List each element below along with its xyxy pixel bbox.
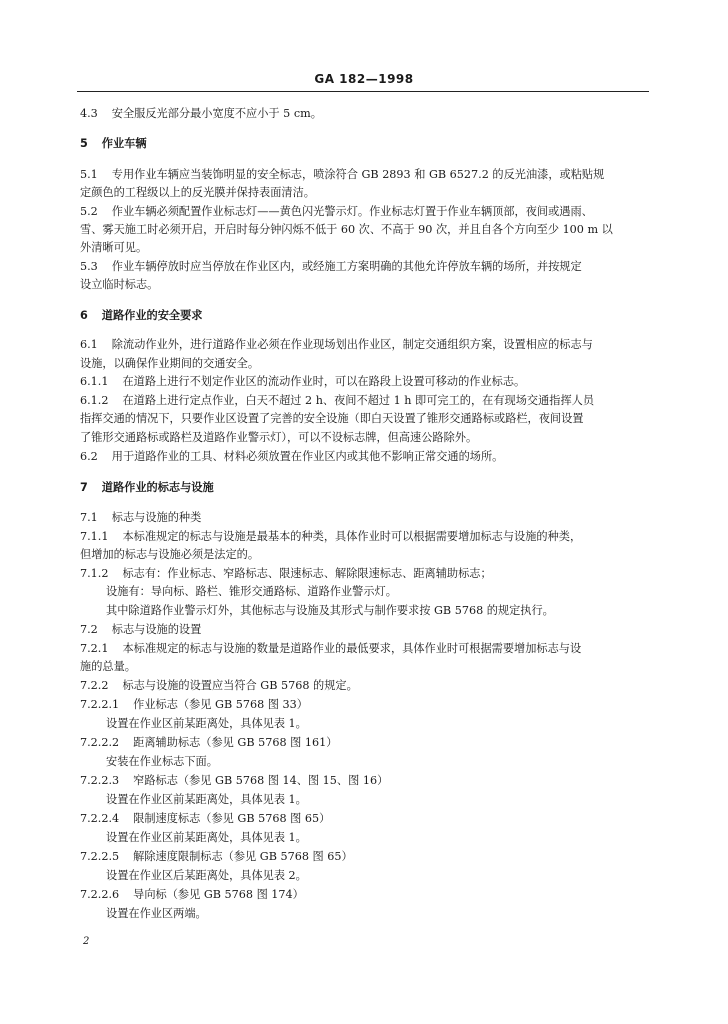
clause-number: 5.2 (80, 205, 98, 218)
clause-text: 雪、雾天施工时必须开启，开启时每分钟闪烁不低于 60 次、不高于 90 次，并且自各个方向至少 100 m 以 (80, 223, 613, 236)
clause-number: 7.2.2.5 (80, 850, 120, 863)
clause-text: 设置在作业区两端。 (106, 907, 207, 920)
clause-number: 7.1.2 (80, 567, 109, 580)
clause-7-2-2-5 (80, 849, 652, 864)
clause-7-2-2-6-cont (106, 906, 678, 921)
clause-number: 6.2 (80, 450, 98, 463)
clause-7-2-2-1-cont (106, 716, 678, 731)
section-title: 作业车辆 (101, 137, 147, 150)
clause-text: 施的总量。 (80, 660, 136, 673)
clause-text: 作业车辆必须配置作业标志灯——黄色闪光警示灯。作业标志灯置于作业车辆顶部，夜间或遇雨、 (111, 205, 593, 218)
clause-6-1-2 (80, 393, 652, 408)
section-number: 6 (80, 309, 88, 322)
clause-6-1-2-cont (80, 411, 652, 426)
clause-text: 其中除道路作业警示灯外，其他标志与设施及其形式与制作要求按 GB 5768 的规定执行。 (106, 604, 554, 617)
clause-7-2-2-6 (80, 887, 652, 902)
clause-text: 距离辅助标志（参见 GB 5768 图 161） (133, 736, 338, 749)
clause-text: 作业标志（参见 GB 5768 图 33） (133, 698, 308, 711)
clause-number: 7.2.2.4 (80, 812, 120, 825)
clause-7-2-2-3 (80, 773, 652, 788)
clause-text: 了锥形交通路标或路栏及道路作业警示灯），可以不设标志牌，但高速公路除外。 (80, 431, 478, 444)
clause-7-2-2-4-cont (106, 830, 678, 845)
clause-number: 7.2.1 (80, 642, 109, 655)
clause-7-2 (80, 622, 652, 637)
clause-text: 标志有：作业标志、窄路标志、限速标志、解除限速标志、距离辅助标志； (122, 567, 492, 580)
clause-number: 7.2.2.6 (80, 888, 120, 901)
clause-text: 在道路上进行定点作业，白天不超过 2 h、夜间不超过 1 h 即可完工的，在有现场交通指挥人员 (122, 394, 595, 407)
clause-text: 窄路标志（参见 GB 5768 图 14、图 15、图 16） (133, 774, 389, 787)
section-number: 5 (80, 137, 88, 150)
page-number: 2 (83, 936, 90, 947)
section-title: 道路作业的安全要求 (101, 309, 203, 322)
clause-6-1-cont (80, 356, 652, 371)
clause-4-3 (80, 106, 652, 121)
clause-number: 7.2 (80, 623, 98, 636)
clause-text: 除流动作业外，进行道路作业必须在作业现场划出作业区，制定交通组织方案，设置相应的标志与 (111, 338, 593, 351)
clause-text: 外清晰可见。 (80, 241, 148, 254)
clause-5-3-cont (80, 277, 652, 292)
clause-number: 4.3 (80, 107, 98, 120)
clause-7-1-2-cont (106, 603, 678, 618)
clause-text: 标志与设施的种类 (111, 511, 202, 524)
clause-number: 5.1 (80, 168, 98, 181)
section-heading-6 (80, 308, 652, 323)
clause-5-2-cont (80, 222, 652, 237)
clause-text: 设立临时标志。 (80, 278, 159, 291)
header-rule (77, 91, 649, 92)
clause-7-1 (80, 510, 652, 525)
clause-number: 7.1 (80, 511, 98, 524)
clause-6-1-1 (80, 374, 652, 389)
section-title: 道路作业的标志与设施 (101, 481, 214, 494)
clause-text: 设施有：导向标、路栏、锥形交通路标、道路作业警示灯。 (106, 585, 397, 598)
clause-7-2-2-5-cont (106, 868, 678, 883)
clause-7-2-1 (80, 641, 652, 656)
clause-7-2-2-1 (80, 697, 652, 712)
clause-5-3 (80, 259, 652, 274)
clause-7-2-2-3-cont (106, 792, 678, 807)
clause-7-2-2-4 (80, 811, 652, 826)
clause-text: 但增加的标志与设施必须是法定的。 (80, 548, 260, 561)
clause-6-2 (80, 449, 652, 464)
clause-7-1-2 (80, 566, 652, 581)
clause-number: 5.3 (80, 260, 98, 273)
clause-5-2-cont (80, 240, 652, 255)
clause-text: 导向标（参见 GB 5768 图 174） (133, 888, 304, 901)
clause-7-2-1-cont (80, 659, 652, 674)
clause-5-2 (80, 204, 652, 219)
clause-text: 标志与设施的设置应当符合 GB 5768 的规定。 (122, 679, 358, 692)
clause-text: 设置在作业区前某距离处，具体见表 1。 (106, 831, 307, 844)
section-heading-7 (80, 480, 652, 495)
clause-text: 设置在作业区前某距离处，具体见表 1。 (106, 717, 307, 730)
clause-number: 7.2.2.1 (80, 698, 120, 711)
clause-text: 标志与设施的设置 (111, 623, 202, 636)
clause-text: 设置在作业区前某距离处，具体见表 1。 (106, 793, 307, 806)
clause-text: 在道路上进行不划定作业区的流动作业时，可以在路段上设置可移动的作业标志。 (122, 375, 526, 388)
standard-code-header: GA 182—1998 (314, 72, 414, 86)
clause-text: 安全服反光部分最小宽度不应小于 5 cm。 (111, 107, 322, 120)
clause-7-1-1-cont (80, 547, 652, 562)
clause-text: 定颜色的工程级以上的反光膜并保持表面清洁。 (80, 186, 315, 199)
clause-text: 专用作业车辆应当装饰明显的安全标志，喷涂符合 GB 2893 和 GB 6527.2 的反光油漆，或粘贴规 (111, 168, 605, 181)
clause-text: 安装在作业标志下面。 (106, 755, 218, 768)
clause-number: 6.1.2 (80, 394, 109, 407)
clause-number: 7.2.2.3 (80, 774, 120, 787)
clause-7-2-2-2-cont (106, 754, 678, 769)
clause-text: 设置在作业区后某距离处，具体见表 2。 (106, 869, 307, 882)
clause-6-1-2-cont (80, 430, 652, 445)
clause-text: 设施，以确保作业期间的交通安全。 (80, 357, 260, 370)
section-number: 7 (80, 481, 88, 494)
clause-5-1 (80, 167, 652, 182)
clause-number: 7.2.2.2 (80, 736, 120, 749)
clause-number: 7.1.1 (80, 530, 109, 543)
clause-text: 解除速度限制标志（参见 GB 5768 图 65） (133, 850, 353, 863)
clause-text: 作业车辆停放时应当停放在作业区内，或经施工方案明确的其他允许停放车辆的场所，并按规定 (111, 260, 582, 273)
clause-text: 用于道路作业的工具、材料必须放置在作业区内或其他不影响正常交通的场所。 (111, 450, 504, 463)
clause-number: 7.2.2 (80, 679, 109, 692)
clause-7-2-2 (80, 678, 652, 693)
clause-text: 限制速度标志（参见 GB 5768 图 65） (133, 812, 331, 825)
clause-7-1-1 (80, 529, 652, 544)
clause-7-1-2-cont (106, 584, 678, 599)
clause-6-1 (80, 337, 652, 352)
clause-5-1-cont (80, 185, 652, 200)
clause-number: 6.1.1 (80, 375, 109, 388)
clause-number: 6.1 (80, 338, 98, 351)
section-heading-5 (80, 136, 652, 151)
clause-text: 本标准规定的标志与设施的数量是道路作业的最低要求，具体作业时可根据需要增加标志与设 (122, 642, 582, 655)
clause-text: 本标准规定的标志与设施是最基本的种类，具体作业时可以根据需要增加标志与设施的种类， (122, 530, 582, 543)
clause-7-2-2-2 (80, 735, 652, 750)
clause-text: 指挥交通的情况下，只要作业区设置了完善的安全设施（即白天设置了锥形交通路标或路栏，夜间设置 (80, 412, 584, 425)
